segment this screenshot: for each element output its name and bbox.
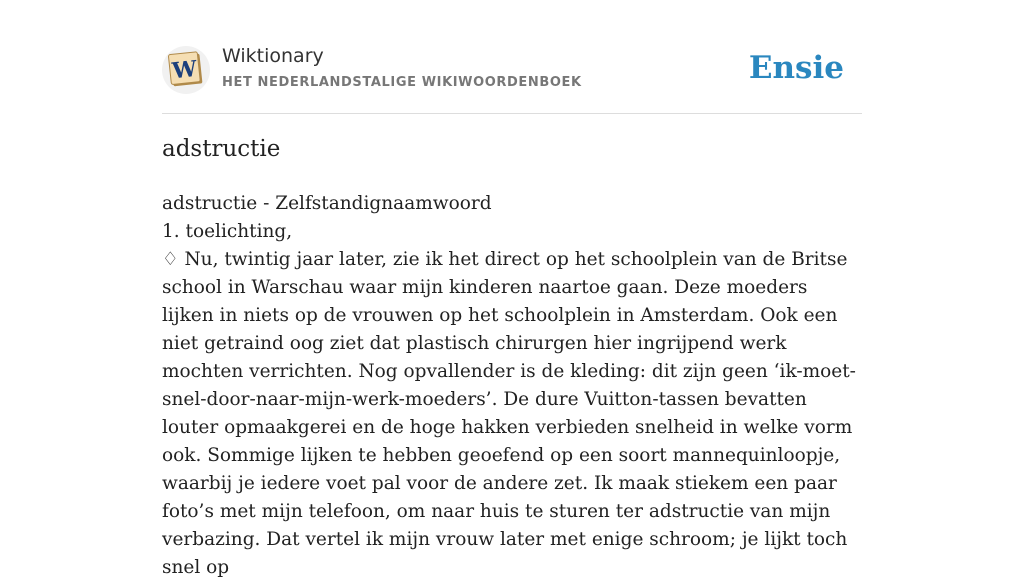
page-title: adstructie xyxy=(162,136,281,162)
wiktionary-logo[interactable] xyxy=(162,46,210,94)
entry-example: ♢ Nu, twintig jaar later, zie ik het direct op het schoolplein van de Britse school in Warschau waar mijn kinderen naartoe gaan. Deze moeders lijken in niets op de vrouwen op het schoolplein in Amsterdam. Ook een niet getraind oog ziet dat plastisch chirurgen hier ingrijpend werk mochten verrichten. Nog opvallender is de kleding: dit zijn geen ‘ik-moet-snel-door-naar-mijn-werk-moeders’. De dure Vuitton-tassen bevatten louter opmaakgerei en de hoge hakken verbieden snelheid in welke vorm ook. Sommige lijken te hebben geoefend op een soort mannequinloopje, waarbij je iedere voet pal voor de andere zet. Ik maak stiekem een paar foto’s met mijn telefoon, om naar huis te sturen ter adstructie van mijn verbazing. Dat vertel ik mijn vrouw later met enige schroom; je lijkt toch snel op xyxy=(162,249,856,578)
ensie-brand-link[interactable]: Ensie xyxy=(748,50,844,86)
site-subtitle: HET NEDERLANDSTALIGE WIKIWOORDENBOEK xyxy=(222,75,582,90)
wiktionary-tile-icon xyxy=(162,46,210,94)
logo-letter: W xyxy=(170,55,199,85)
content-container xyxy=(162,0,862,578)
entry-body xyxy=(162,190,862,582)
entry-heading: adstructie - Zelfstandignaamwoord xyxy=(162,193,492,214)
site-title[interactable]: Wiktionary xyxy=(222,45,324,67)
site-header xyxy=(162,0,862,114)
entry-definition: 1. toelichting, xyxy=(162,221,293,242)
